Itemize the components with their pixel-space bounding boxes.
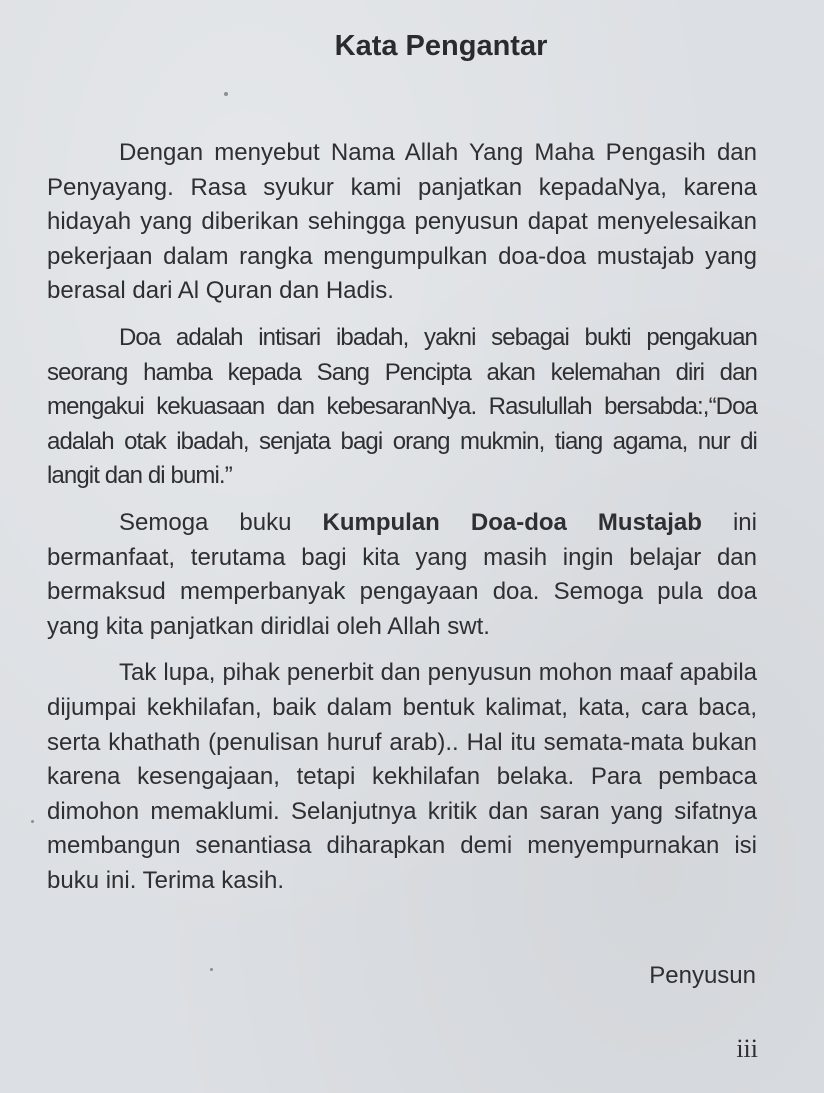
print-speck: [31, 820, 34, 823]
book-title-bold: Kumpulan Doa-doa Mustajab: [322, 508, 702, 536]
author-signature: Penyusun: [649, 962, 756, 989]
print-speck: [224, 92, 228, 96]
paragraph-3-lead: Semoga buku: [119, 508, 323, 536]
paragraph-2: Doa adalah intisari ibadah, yakni sebagai bukti pengakuan seorang hamba kepada Sang Pencipta akan kelemahan diri dan mengakui kekuasaan dan kebesaranNya. Rasulullah bersabda:,“Doa adalah otak ibadah, senjata bagi orang mukmin, tiang agama, nur di langit dan di bumi.”: [47, 323, 757, 490]
page-number: iii: [736, 1034, 758, 1063]
paragraph-3-rest: ini bermanfaat, terutama bagi kita yang masih ingin belajar dan bermaksud memperbanyak pengayaan doa. Semoga pula doa yang kita panjatkan diridlai oleh Allah swt.: [47, 508, 757, 640]
paragraph-1: Dengan menyebut Nama Allah Yang Maha Pengasih dan Penyayang. Rasa syukur kami panjatkan kepadaNya, karena hidayah yang diberikan sehingga penyusun dapat menyelesaikan pekerjaan dalam rangka mengumpulkan doa-doa mustajab yang berasal dari Al Quran dan Hadis.: [47, 139, 757, 305]
page-title: Kata Pengantar: [334, 30, 548, 62]
preface-body: [47, 136, 757, 910]
paragraph-4: Tak lupa, pihak penerbit dan penyusun mohon maaf apabila dijumpai kekhilafan, baik dalam bentuk kalimat, kata, cara baca, serta khathath (penulisan huruf arab).. Hal itu semata-mata bukan karena kesengajaan, tetapi kekhilafan belaka. Para pembaca dimohon memaklumi. Selanjutnya kritik dan saran yang sifatnya membangun senantiasa diharapkan demi menyempurnakan isi buku ini. Terima kasih.: [47, 659, 757, 894]
paragraph-3: [47, 506, 757, 644]
print-speck: [210, 968, 213, 971]
